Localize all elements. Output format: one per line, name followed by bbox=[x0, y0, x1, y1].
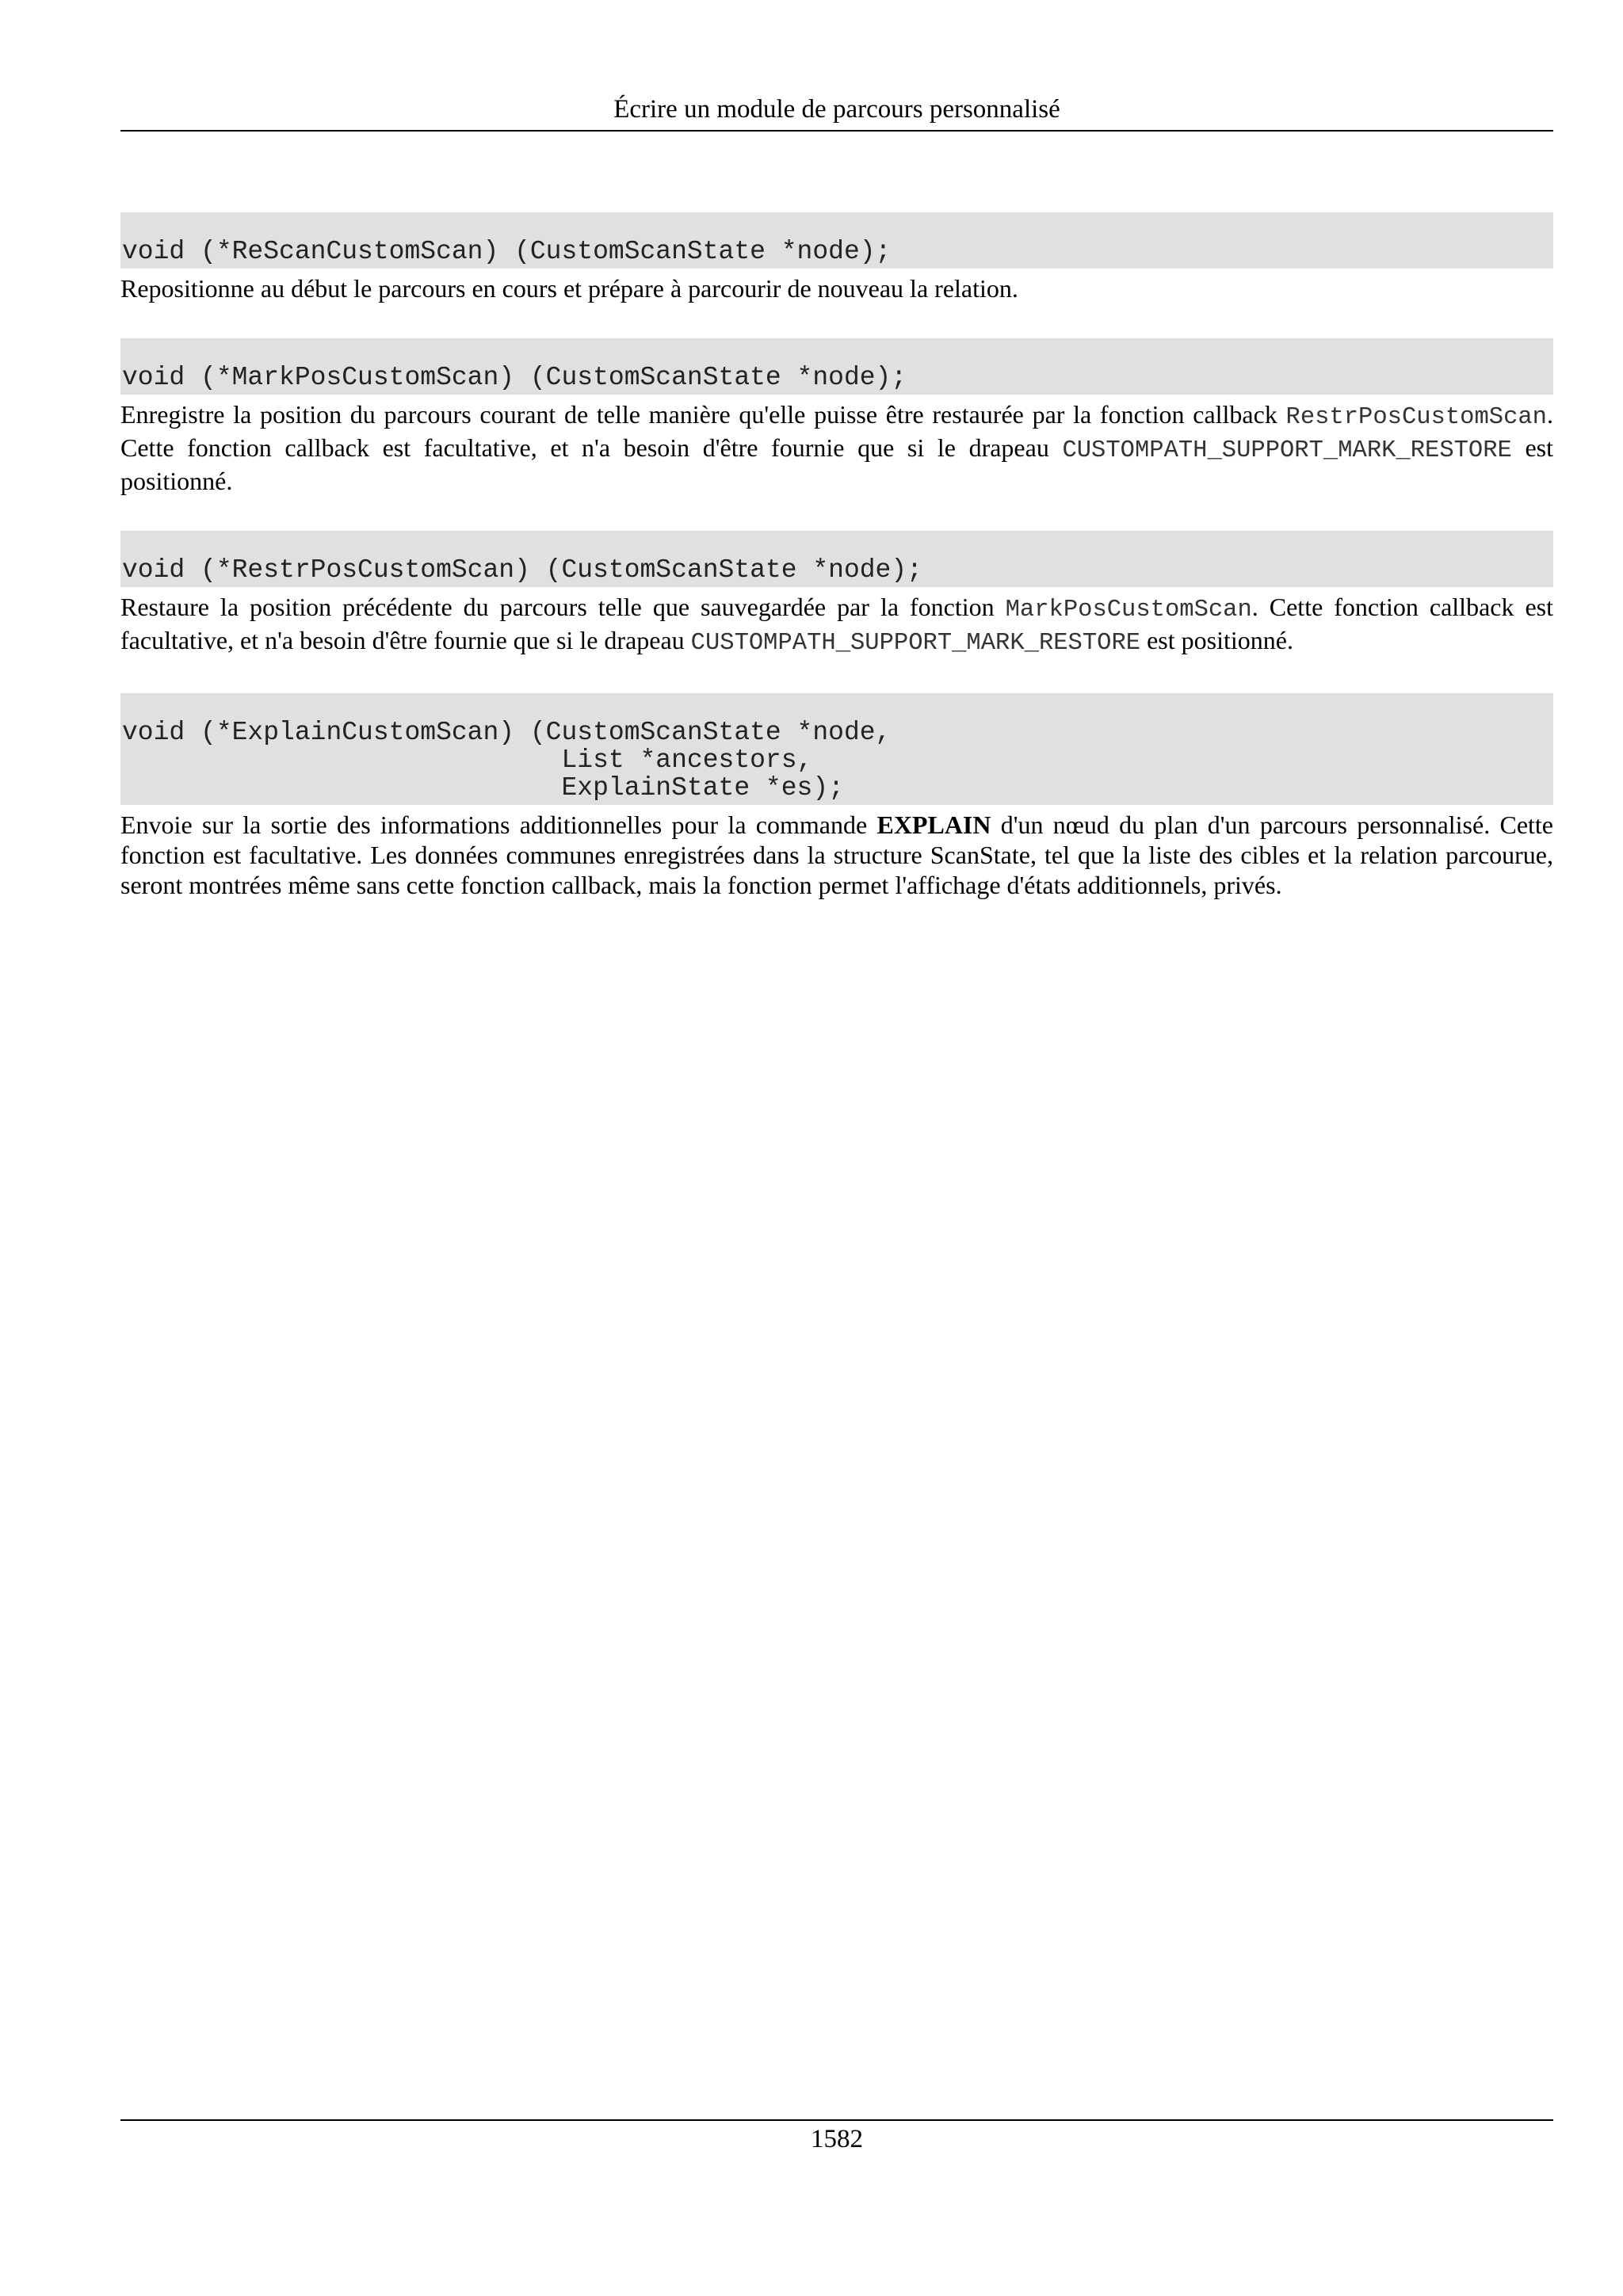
bold-command: EXPLAIN bbox=[876, 810, 991, 839]
function-description bbox=[120, 399, 1553, 496]
inline-code: RestrPosCustomScan bbox=[1285, 404, 1547, 431]
code-signature: void (*RestrPosCustomScan) (CustomScanState *node); bbox=[120, 531, 1553, 587]
description-text: Repositionne au début le parcours en cours et prépare à parcourir de nouveau la relation. bbox=[120, 274, 1018, 303]
function-entry-explain bbox=[120, 693, 1553, 900]
inline-code: CUSTOMPATH_SUPPORT_MARK_RESTORE bbox=[1062, 437, 1512, 464]
function-entry-markpos bbox=[120, 338, 1553, 496]
page-header-title: Écrire un module de parcours personnalisé bbox=[120, 89, 1553, 132]
description-text: d'un nœud du plan d'un parcours personnalisé. Cette fonction est facultative. Les données communes enregistrées dans la structure ScanState, tel que la liste des cibles et la relation parcourue, seront montrées même sans cette fonction callback, mais la fonction permet l'affichage d'états additionnels, privés. bbox=[120, 810, 1554, 899]
description-text: Restaure la position précédente du parcours telle que sauvegardée par la fonction bbox=[120, 593, 1006, 621]
function-description bbox=[120, 273, 1553, 303]
description-text: . Cette fonction callback est facultative, et n'a besoin d'être fournie que si le drapeau bbox=[120, 593, 1553, 654]
code-signature: void (*MarkPosCustomScan) (CustomScanState *node); bbox=[120, 338, 1553, 395]
function-entry-rescan bbox=[120, 212, 1553, 303]
function-description bbox=[120, 810, 1553, 900]
function-description bbox=[120, 592, 1553, 658]
function-entry-restrpos bbox=[120, 531, 1553, 658]
inline-code: CUSTOMPATH_SUPPORT_MARK_RESTORE bbox=[690, 630, 1141, 657]
description-text: . Cette fonction callback est facultative, et n'a besoin d'être fournie que si le drapeau bbox=[120, 400, 1553, 462]
description-text: est positionné. bbox=[1140, 626, 1293, 654]
description-text: est positionné. bbox=[120, 433, 1554, 495]
code-signature: void (*ReScanCustomScan) (CustomScanState *node); bbox=[120, 212, 1553, 269]
inline-code: MarkPosCustomScan bbox=[1005, 597, 1252, 624]
code-signature: void (*ExplainCustomScan) (CustomScanState *node, List *ancestors, ExplainState *es); bbox=[120, 693, 1553, 805]
description-text: Enregistre la position du parcours courant de telle manière qu'elle puisse être restaurée par la fonction callback bbox=[120, 400, 1286, 429]
document-body bbox=[120, 212, 1553, 900]
page-number: 1582 bbox=[811, 2125, 863, 2153]
description-text: Envoie sur la sortie des informations additionnelles pour la commande bbox=[120, 810, 877, 839]
